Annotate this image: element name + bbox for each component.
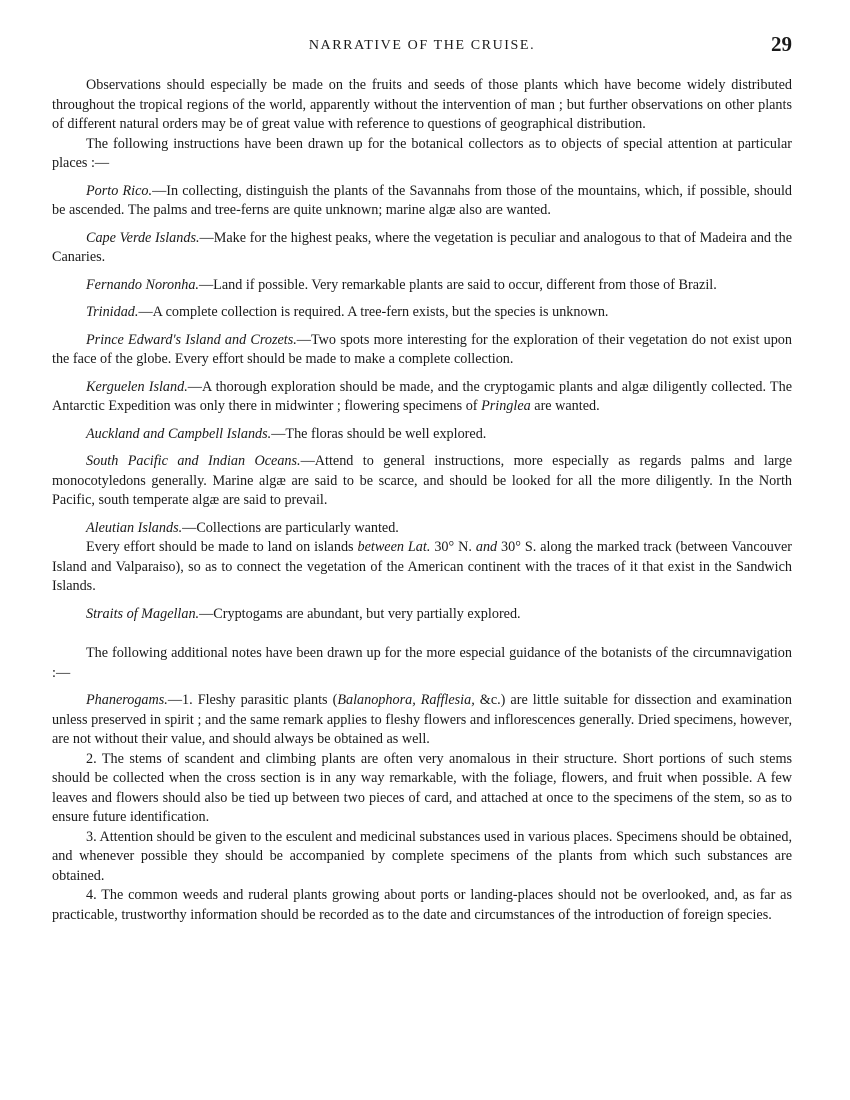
paragraph-prince-edward bbox=[52, 331, 792, 370]
genus-name: Pringlea bbox=[481, 398, 531, 414]
place-heading: South Pacific and Indian Oceans. bbox=[86, 453, 301, 469]
paragraph-text: The following instructions have been drawn up for the botanical collectors as to objects of special attention at particular places :— bbox=[52, 135, 792, 171]
genus-names: Balanophora, Rafflesia, bbox=[337, 692, 475, 708]
running-title: NARRATIVE OF THE CRUISE. bbox=[308, 38, 536, 53]
paragraph-text: —A complete collection is required. A tree-fern exists, but the species is unknown. bbox=[138, 304, 609, 320]
paragraph-text: —Cryptogams are abundant, but very partially explored. bbox=[199, 605, 521, 622]
paragraph-text-tail: are wanted. bbox=[530, 398, 600, 414]
emphasis-text: between Lat. bbox=[357, 539, 431, 555]
paragraph-every-effort bbox=[52, 538, 792, 597]
place-heading: Fernando Noronha. bbox=[86, 276, 199, 293]
place-heading: Trinidad. bbox=[86, 304, 139, 320]
paragraph-text: 2. The stems of scandent and climbing plants are often very anomalous in their structure. Short portions of such stems should be collected when the cross section is in any way remarkable, with the foliage, flowers, and fruit when possible. A few leaves and flowers should also be tied up between two pieces of card, and attached at once to the specimens of the stem, so as to ensure future identification. bbox=[52, 750, 792, 825]
paragraph-text: —The floras should be well explored. bbox=[271, 425, 487, 442]
paragraph-note-4 bbox=[52, 886, 792, 925]
paragraph-text: —Land if possible. Very remarkable plants are said to occur, different from those of Brazil. bbox=[198, 276, 717, 293]
place-heading: Porto Rico. bbox=[86, 182, 153, 199]
section-heading: Phanerogams. bbox=[86, 692, 168, 708]
paragraph-text: —Two spots more interesting for the exploration of their vegetation do not exist upon the face of the globe. Every effort should be made to make a complete collection. bbox=[52, 331, 792, 367]
place-heading: Straits of Magellan. bbox=[86, 605, 200, 622]
place-heading: Cape Verde Islands. bbox=[86, 229, 200, 246]
document-page bbox=[52, 30, 792, 925]
paragraph-text: 4. The common weeds and ruderal plants growing about ports or landing-places should not be overlooked, and, as far as practicable, trustworthy information should be recorded as to the date and circumstances of the introduction of foreign species. bbox=[52, 887, 792, 923]
paragraph-trinidad bbox=[52, 303, 792, 323]
paragraph-observations bbox=[52, 76, 792, 135]
paragraph-text: 3. Attention should be given to the esculent and medicinal substances used in various places. Specimens should be obtained, and whenever possible they should be accompanied by complete specimens of the plants from which such substances are obtained. bbox=[52, 828, 792, 884]
paragraph-fernando-noronha bbox=[52, 276, 792, 296]
paragraph-additional-notes bbox=[52, 644, 792, 683]
place-heading: Kerguelen Island. bbox=[86, 378, 188, 395]
paragraph-text: —A thorough exploration should be made, and the cryptogamic plants and algæ diligently collected. The Antarctic Expedition was only there in midwinter ; flowering specimens of bbox=[52, 378, 792, 414]
paragraph-magellan bbox=[52, 605, 792, 625]
place-heading: Prince Edward's Island and Crozets. bbox=[86, 331, 297, 348]
place-heading: Auckland and Campbell Islands. bbox=[86, 425, 272, 442]
paragraph-note-2 bbox=[52, 750, 792, 828]
paragraph-cape-verde bbox=[52, 229, 792, 268]
paragraph-note-3 bbox=[52, 828, 792, 887]
body-text bbox=[52, 76, 792, 925]
paragraph-kerguelen bbox=[52, 378, 792, 417]
paragraph-text: —Make for the highest peaks, where the vegetation is peculiar and analogous to that of Madeira and the Canaries. bbox=[52, 229, 792, 265]
paragraph-text: Observations should especially be made on the fruits and seeds of those plants which have become widely distributed throughout the tropical regions of the world, apparently without the intervention of man ; but further observations on other plants of different natural orders may be of great value with reference to questions of geographical distribution. bbox=[52, 77, 792, 132]
paragraph-phanerogams bbox=[52, 691, 792, 750]
page-number: 29 bbox=[771, 32, 792, 56]
paragraph-text: —1. Fleshy parasitic plants ( bbox=[167, 692, 338, 708]
paragraph-porto-rico bbox=[52, 182, 792, 221]
paragraph-aleutian bbox=[52, 519, 792, 539]
paragraph-text: Every effort should be made to land on islands bbox=[86, 539, 358, 555]
paragraph-text: —Attend to general instructions, more especially as regards palms and large monocotyledons generally. Marine algæ are said to be scarce, and should be looked for all the more diligently. In the North Pacific, south temperate algæ are said to prevail. bbox=[52, 453, 793, 508]
paragraph-text-tail: 30° S. along the marked track (between Vancouver Island and Valparaiso), so as to connect the vegetation of the American continent with the traces of it that exist in the Sandwich Islands. bbox=[52, 539, 792, 594]
paragraph-text-tail: &c.) are little suitable for dissection and examination unless preserved in spirit ; and the same remark applies to fleshy flowers and inflorescences generally. Dried specimens, however, are not without their value, and should always be obtained as well. bbox=[52, 692, 792, 747]
emphasis-text: and bbox=[475, 539, 498, 555]
paragraph-text: —In collecting, distinguish the plants of the Savannahs from those of the mountains, which, if possible, should be ascended. The palms and tree-ferns are quite unknown; marine algæ also are wanted. bbox=[52, 182, 792, 218]
paragraph-instructions-intro bbox=[52, 135, 792, 174]
paragraph-south-pacific bbox=[52, 452, 792, 511]
paragraph-text: The following additional notes have been drawn up for the more especial guidance of the botanists of the circumnavigation :— bbox=[52, 645, 792, 681]
paragraph-text-tail: 30° N. bbox=[430, 539, 476, 555]
running-head bbox=[52, 30, 792, 60]
paragraph-text: —Collections are particularly wanted. bbox=[182, 519, 399, 536]
place-heading: Aleutian Islands. bbox=[86, 519, 183, 536]
paragraph-auckland-campbell bbox=[52, 425, 792, 445]
